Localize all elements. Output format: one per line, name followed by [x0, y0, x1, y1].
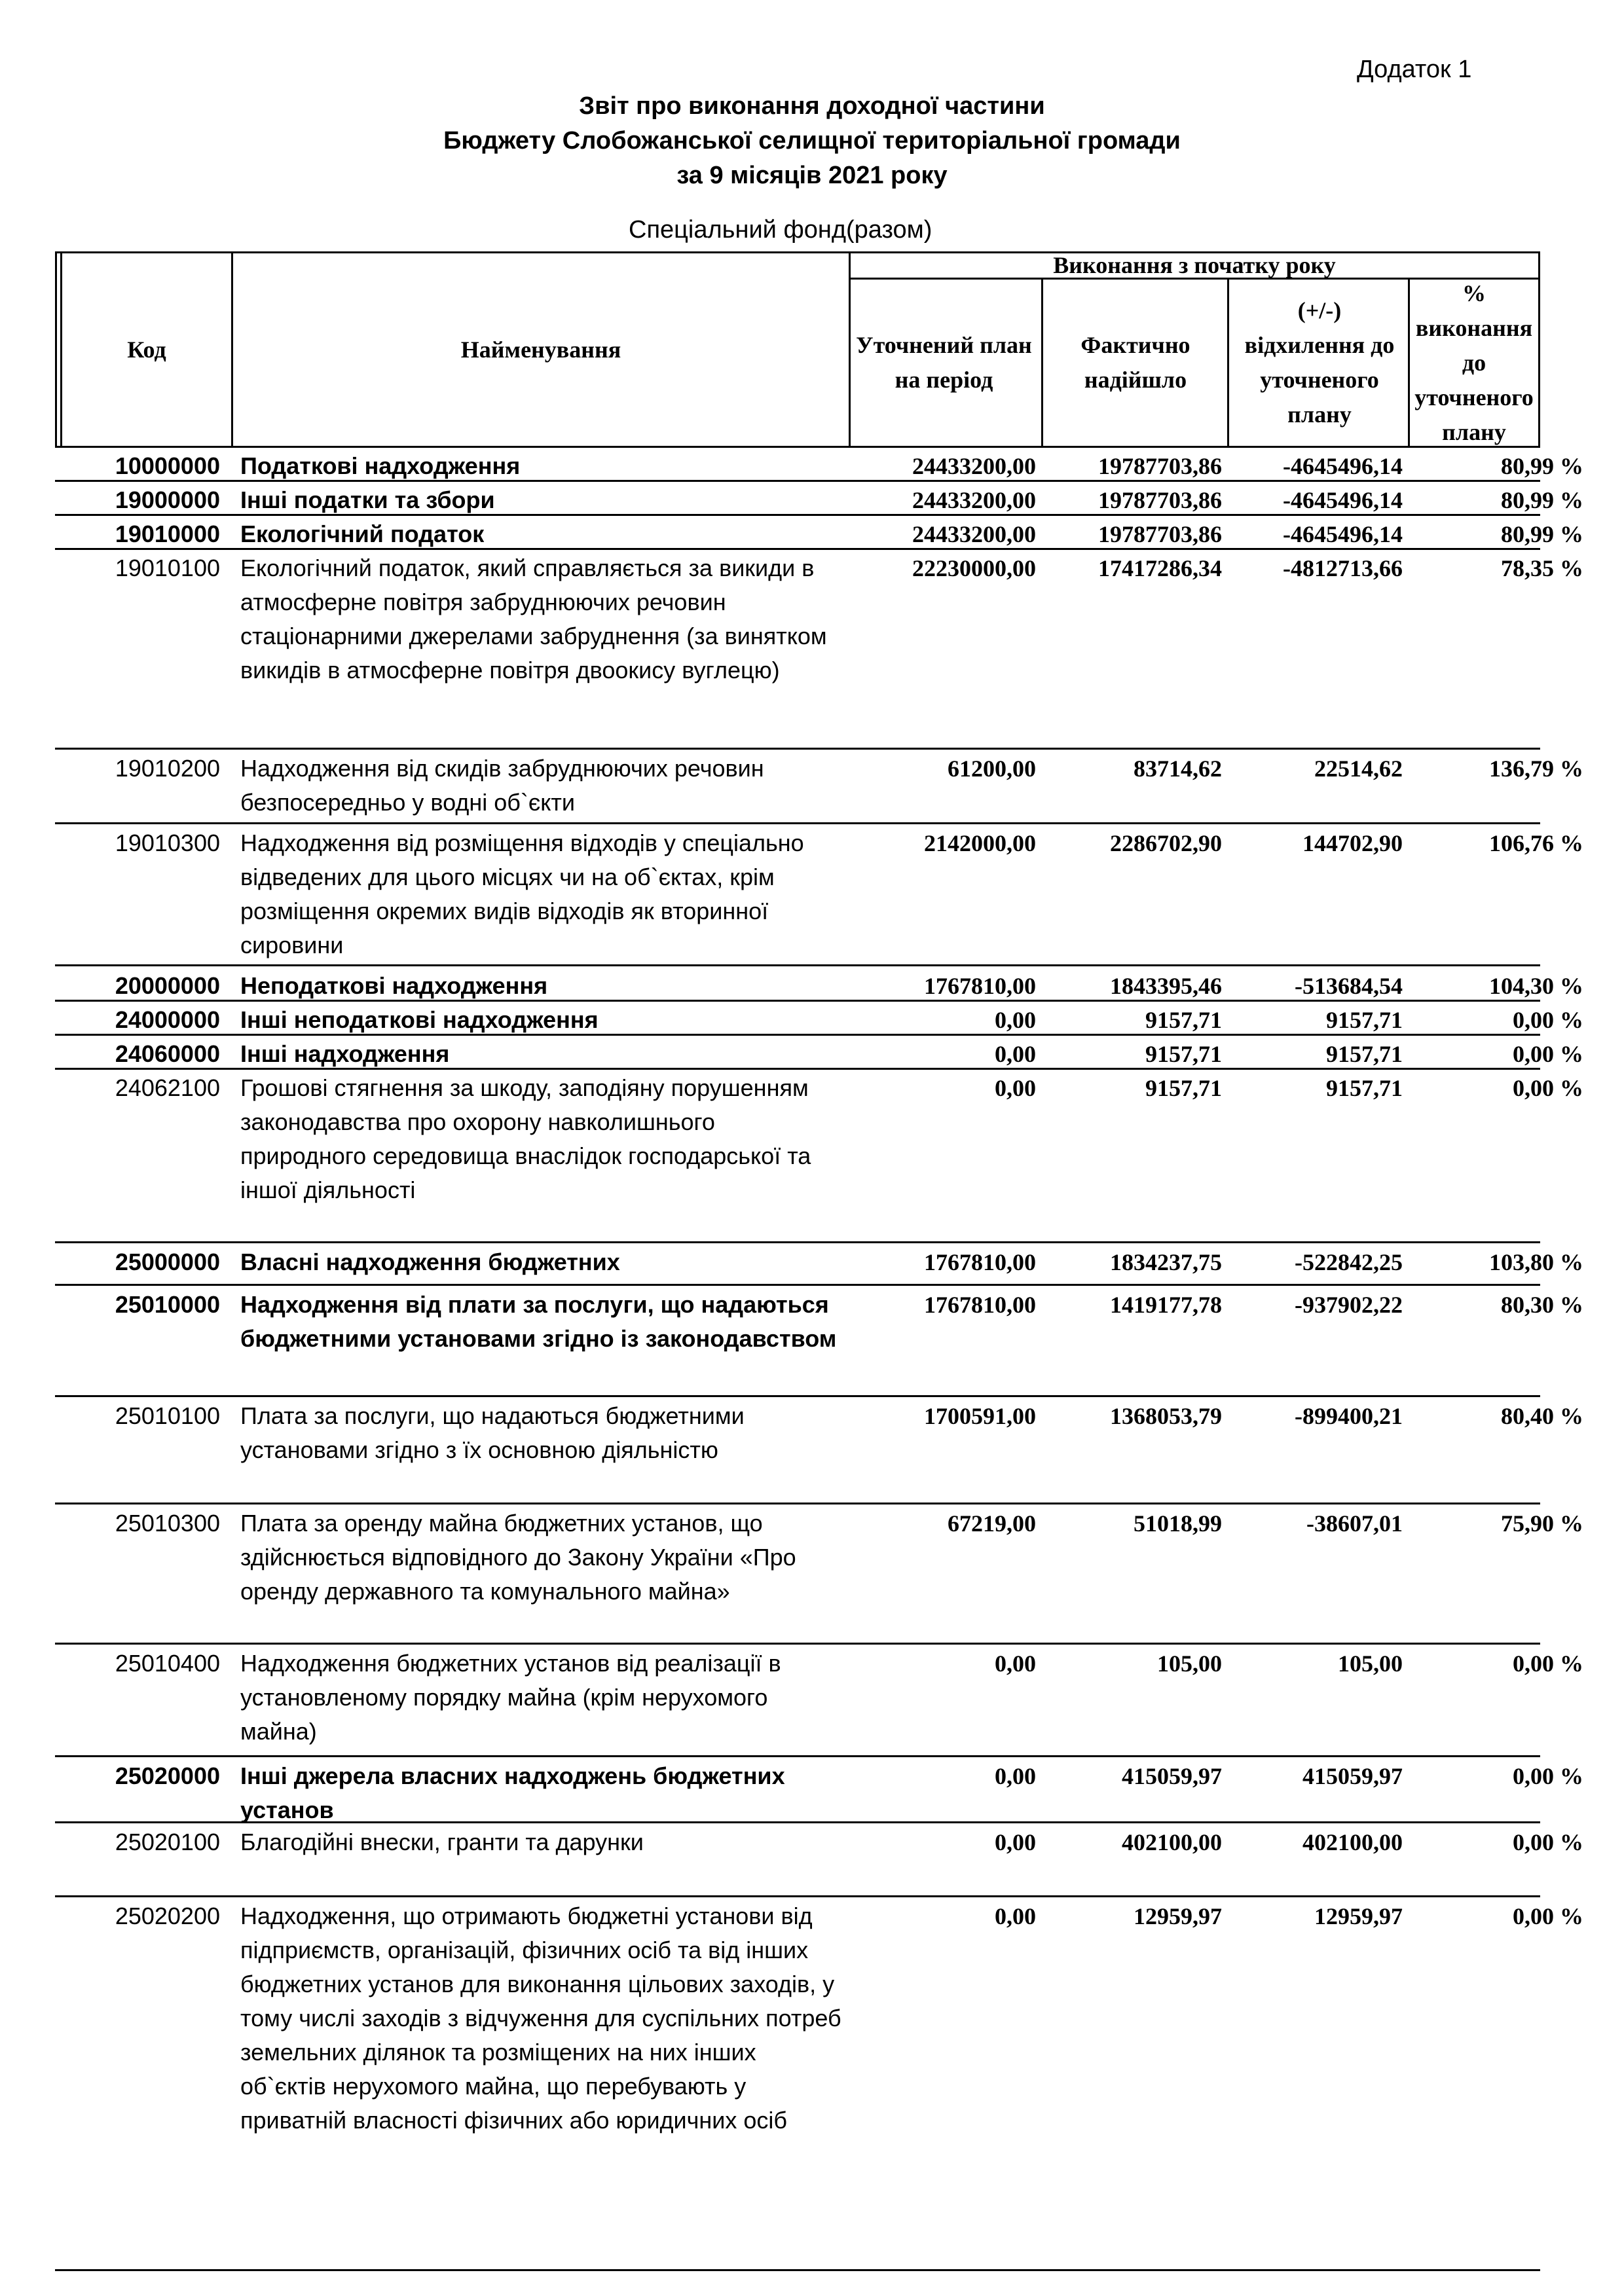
row-fact: 19787703,86 [1098, 521, 1222, 547]
table-row [55, 1288, 1583, 1397]
row-fact: 9157,71 [1145, 1007, 1222, 1033]
row-percent: 0,00 % [1513, 1903, 1583, 1929]
row-name: Надходження від розміщення відходів у спеціально відведених для цього місцях чи на об`єктах, крім розміщення окремих видів відходів як вторинної сировини [240, 829, 804, 958]
row-code: 25000000 [115, 1248, 220, 1275]
row-fact: 19787703,86 [1098, 453, 1222, 479]
row-deviation: 9157,71 [1326, 1007, 1403, 1033]
table-header [55, 251, 1540, 448]
title-line-3: за 9 місяців 2021 року [676, 162, 948, 189]
row-name: Інші надходження [240, 1040, 450, 1067]
row-plan: 67219,00 [948, 1510, 1036, 1537]
table-row [55, 1759, 1583, 1823]
row-deviation: -513684,54 [1295, 973, 1403, 999]
row-deviation: 402100,00 [1302, 1829, 1403, 1855]
row-name: Податкові надходження [240, 452, 521, 479]
row-fact: 83714,62 [1134, 756, 1222, 782]
row-name: Грошові стягнення за шкоду, заподіяну порушенням законодавства про охорону навколишнього природного середовища внаслідок господарської та іншої діяльності [240, 1074, 811, 1203]
row-name: Інші неподаткові надходження [240, 1006, 599, 1033]
row-name: Власні надходження бюджетних [240, 1248, 620, 1275]
table-row [55, 826, 1583, 966]
row-plan: 1767810,00 [924, 973, 1036, 999]
row-deviation: -522842,25 [1295, 1249, 1403, 1275]
row-code: 25010300 [115, 1510, 220, 1537]
row-name: Неподаткові надходження [240, 972, 548, 999]
row-percent: 80,99 % [1501, 453, 1583, 479]
row-plan: 1700591,00 [924, 1403, 1036, 1429]
row-code: 10000000 [115, 452, 220, 479]
row-fact: 19787703,86 [1098, 487, 1222, 513]
table-row [55, 969, 1583, 1002]
table-row [55, 449, 1583, 482]
row-plan: 0,00 [995, 1041, 1036, 1067]
header-code: Код [127, 336, 166, 363]
row-code: 19010300 [115, 829, 220, 856]
row-plan: 24433200,00 [912, 487, 1036, 513]
row-fact: 17417286,34 [1098, 555, 1222, 581]
row-plan: 0,00 [995, 1903, 1036, 1929]
row-code: 19010200 [115, 755, 220, 782]
row-code: 19010000 [115, 520, 220, 547]
row-name: Надходження від плати за послуги, що надаються бюджетними установами згідно із законодавством [240, 1291, 837, 1352]
annex-label: Додаток 1 [1357, 56, 1472, 83]
row-deviation: -38607,01 [1306, 1510, 1403, 1537]
row-code: 24062100 [115, 1074, 220, 1101]
row-plan: 0,00 [995, 1829, 1036, 1855]
row-percent: 80,99 % [1501, 487, 1583, 513]
row-code: 19000000 [115, 486, 220, 513]
row-percent: 0,00 % [1513, 1075, 1583, 1101]
row-deviation: -4645496,14 [1283, 453, 1403, 479]
row-plan: 22230000,00 [912, 555, 1036, 581]
row-percent: 106,76 % [1489, 830, 1583, 856]
report-title [0, 89, 1624, 193]
header-name: Найменування [460, 336, 621, 363]
row-fact: 415059,97 [1122, 1763, 1222, 1789]
row-fact: 1419177,78 [1110, 1292, 1222, 1318]
title-line-2: Бюджету Слобожанської селищної територіальної громади [443, 127, 1181, 155]
table-row [55, 1506, 1583, 1645]
row-plan: 24433200,00 [912, 521, 1036, 547]
row-plan: 1767810,00 [924, 1292, 1036, 1318]
row-percent: 75,90 % [1501, 1510, 1583, 1537]
row-deviation: -4812713,66 [1283, 555, 1403, 581]
header-fact: Фактично надійшло [1080, 332, 1190, 393]
row-name: Плата за оренду майна бюджетних установ, що здійснюється відповідного до Закону України «Про оренду державного та комунального майна» [240, 1510, 796, 1605]
row-code: 24000000 [115, 1006, 220, 1033]
table-row [55, 1071, 1583, 1243]
row-percent: 136,79 % [1489, 756, 1583, 782]
row-deviation: 9157,71 [1326, 1075, 1403, 1101]
row-deviation: 415059,97 [1302, 1763, 1403, 1789]
table-row [55, 1399, 1583, 1504]
row-name: Надходження від скидів забруднюючих речовин безпосередньо у водні об`єкти [240, 755, 764, 816]
row-deviation: 9157,71 [1326, 1041, 1403, 1067]
table-row [55, 1825, 1583, 1897]
row-name: Екологічний податок [240, 520, 485, 547]
row-percent: 80,99 % [1501, 521, 1583, 547]
table-row [55, 1899, 1583, 2271]
row-code: 25010000 [115, 1291, 220, 1318]
row-name: Надходження, що отримають бюджетні установи від підприємств, організацій, фізичних осіб та від інших бюджетних установ для виконання цільових заходів, у тому числі заходів з відчуження для суспільних потреб земельних ділянок та розміщених на них інших об`єктів нерухомого майна, що перебувають у приватній власності фізичних або юридичних осіб [240, 1903, 841, 2134]
row-deviation: -4645496,14 [1283, 487, 1403, 513]
row-plan: 1767810,00 [924, 1249, 1036, 1275]
row-percent: 0,00 % [1513, 1763, 1583, 1789]
row-deviation: -937902,22 [1295, 1292, 1403, 1318]
row-code: 24060000 [115, 1040, 220, 1067]
row-plan: 0,00 [995, 1007, 1036, 1033]
row-code: 25010400 [115, 1650, 220, 1677]
row-deviation: 22514,62 [1314, 756, 1403, 782]
row-code: 25020200 [115, 1903, 220, 1929]
row-fact: 2286702,90 [1110, 830, 1222, 856]
row-fact: 9157,71 [1145, 1041, 1222, 1067]
table-row [55, 1037, 1583, 1070]
row-deviation: -4645496,14 [1283, 521, 1403, 547]
row-plan: 24433200,00 [912, 453, 1036, 479]
row-percent: 103,80 % [1489, 1249, 1583, 1275]
row-plan: 2142000,00 [924, 830, 1036, 856]
row-percent: 0,00 % [1513, 1007, 1583, 1033]
row-fact: 1843395,46 [1110, 973, 1222, 999]
row-percent: 104,30 % [1489, 973, 1583, 999]
table-row [55, 752, 1583, 824]
row-fact: 402100,00 [1122, 1829, 1222, 1855]
row-plan: 0,00 [995, 1763, 1036, 1789]
row-fact: 1834237,75 [1110, 1249, 1222, 1275]
row-fact: 51018,99 [1134, 1510, 1222, 1537]
table-row [55, 483, 1583, 516]
table-row [55, 551, 1583, 750]
row-percent: 0,00 % [1513, 1650, 1583, 1677]
row-code: 20000000 [115, 972, 220, 999]
row-fact: 105,00 [1157, 1650, 1222, 1677]
row-plan: 61200,00 [948, 756, 1036, 782]
table-row [55, 1647, 1583, 1757]
row-plan: 0,00 [995, 1650, 1036, 1677]
row-percent: 0,00 % [1513, 1041, 1583, 1067]
row-percent: 80,40 % [1501, 1403, 1583, 1429]
row-deviation: 12959,97 [1314, 1903, 1403, 1929]
header-plan: Уточнений план на період [856, 332, 1032, 393]
row-percent: 78,35 % [1501, 555, 1583, 581]
title-line-1: Звіт про виконання доходної частини [579, 92, 1045, 120]
row-percent: 80,30 % [1501, 1292, 1583, 1318]
row-deviation: -899400,21 [1295, 1403, 1403, 1429]
row-name: Благодійні внески, гранти та дарунки [240, 1829, 644, 1855]
row-name: Інші джерела власних надходжень бюджетних установ [240, 1762, 785, 1823]
row-fact: 1368053,79 [1110, 1403, 1222, 1429]
table-row [55, 1245, 1583, 1286]
row-percent: 0,00 % [1513, 1829, 1583, 1855]
row-plan: 0,00 [995, 1075, 1036, 1101]
row-name: Надходження бюджетних установ від реалізації в установленому порядку майна (крім нерухомого майна) [240, 1650, 781, 1745]
row-fact: 12959,97 [1134, 1903, 1222, 1929]
row-name: Екологічний податок, який справляється за викиди в атмосферне повітря забруднюючих речовин стаціонарними джерелами забруднення (за винятком викидів в атмосферне повітря двоокису вуглецю) [240, 555, 827, 683]
header-deviation: (+/-) відхилення до уточненого плану [1244, 297, 1395, 428]
header-percent: % виконання до уточненого плану [1414, 280, 1534, 445]
fund-subtitle: Спеціальний фонд(разом) [629, 216, 932, 244]
header-group: Виконання з початку року [1053, 252, 1336, 278]
row-name: Інші податки та збори [240, 486, 495, 513]
row-code: 25020100 [115, 1829, 220, 1855]
row-fact: 9157,71 [1145, 1075, 1222, 1101]
row-code: 19010100 [115, 555, 220, 581]
row-code: 25020000 [115, 1762, 220, 1789]
row-deviation: 144702,90 [1302, 830, 1403, 856]
table-row [55, 517, 1583, 550]
row-name: Плата за послуги, що надаються бюджетними установами згідно з їх основною діяльністю [240, 1402, 745, 1463]
row-code: 25010100 [115, 1402, 220, 1429]
table-row [55, 1003, 1583, 1036]
row-deviation: 105,00 [1338, 1650, 1403, 1677]
